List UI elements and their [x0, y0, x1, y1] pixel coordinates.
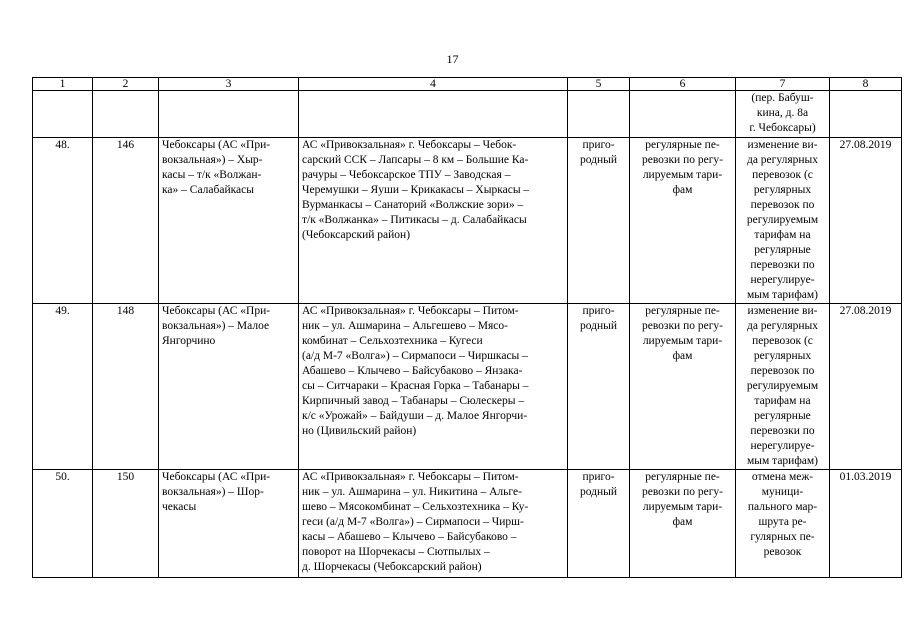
table-row	[33, 138, 902, 304]
cell-type: приго- родный	[568, 138, 630, 304]
cell-empty	[830, 91, 902, 138]
continuation-row	[33, 91, 902, 138]
cell-name: Чебоксары (АС «При- вокзальная») – Малое Янгорчино	[159, 304, 299, 470]
cell-num: 49.	[33, 304, 93, 470]
cell-route: 146	[93, 138, 159, 304]
cell-type: приго- родный	[568, 470, 630, 578]
cell-route: 148	[93, 304, 159, 470]
header-cell: 7	[736, 78, 830, 91]
routes-table	[32, 77, 902, 578]
table-row	[33, 470, 902, 578]
cell-name: Чебоксары (АС «При- вокзальная») – Шор- чекасы	[159, 470, 299, 578]
header-cell: 6	[630, 78, 736, 91]
cell-empty	[33, 91, 93, 138]
cell-path: АС «Привокзальная» г. Чебоксары – Питом- ник – ул. Ашмарина – ул. Никитина – Альге- шево – Мясокомбинат – Сельхозтехника – Ку- геси (а/д М-7 «Волга») – Сирмапоси – Чирш- касы – Абашево – Клычево – Байсубаково – поворот на Шорчекасы – Сютпылых – д. Шорчекасы (Чебоксарский район)	[299, 470, 568, 578]
cell-date: 01.03.2019	[830, 470, 902, 578]
cell-kind: регулярные пе- ревозки по регу- лируемым тари- фам	[630, 304, 736, 470]
header-cell: 1	[33, 78, 93, 91]
cell-empty	[93, 91, 159, 138]
cell-empty	[299, 91, 568, 138]
cell-name: Чебоксары (АС «При- вокзальная») – Хыр- касы – т/к «Волжан- ка» – Салабайкасы	[159, 138, 299, 304]
cell-date: 27.08.2019	[830, 138, 902, 304]
cell-change: изменение ви- да регулярных перевозок (с регулярных перевозок по регулируемым тарифам на регулярные перевозки по нерегулируе- мым тарифам)	[736, 138, 830, 304]
cell-empty	[630, 91, 736, 138]
cell-kind: регулярные пе- ревозки по регу- лируемым тари- фам	[630, 138, 736, 304]
header-cell: 3	[159, 78, 299, 91]
header-cell: 2	[93, 78, 159, 91]
cell-type: приго- родный	[568, 304, 630, 470]
cell-empty	[159, 91, 299, 138]
cell-date: 27.08.2019	[830, 304, 902, 470]
header-cell: 5	[568, 78, 630, 91]
header-row	[33, 78, 902, 91]
cell-num: 50.	[33, 470, 93, 578]
header-cell: 4	[299, 78, 568, 91]
table-row	[33, 304, 902, 470]
cell-kind: регулярные пе- ревозки по регу- лируемым тари- фам	[630, 470, 736, 578]
cell-change: изменение ви- да регулярных перевозок (с регулярных перевозок по регулируемым тарифам на регулярные перевозки по нерегулируе- мым тарифам)	[736, 304, 830, 470]
cell-change: отмена меж- муници- пального мар- шрута ре- гулярных пе- ревозок	[736, 470, 830, 578]
cell-path: АС «Привокзальная» г. Чебоксары – Чебок- сарский ССК – Лапсары – 8 км – Большие Ка- рачуры – Чебоксарское ТПУ – Заводская – Черемушки – Яуши – Крикакасы – Хыркасы – Вурманкасы – Санаторий «Волжские зори» – т/к «Волжанка» – Питикасы – д. Салабайкасы (Чебоксарский район)	[299, 138, 568, 304]
cell-empty	[568, 91, 630, 138]
header-cell: 8	[830, 78, 902, 91]
page-number: 17	[446, 52, 459, 66]
cell-change: (пер. Бабуш- кина, д. 8а г. Чебоксары)	[736, 91, 830, 138]
cell-num: 48.	[33, 138, 93, 304]
cell-route: 150	[93, 470, 159, 578]
cell-path: АС «Привокзальная» г. Чебоксары – Питом- ник – ул. Ашмарина – Альгешево – Мясо- комбинат – Сельхозтехника – Кугеси (а/д М-7 «Волга») – Сирмапоси – Чиршкасы – Абашево – Клычево – Байсубаково – Янзака- сы – Ситчараки – Красная Горка – Табанары – Кирпичный завод – Табанары – Сюлескеры – к/с «Урожай» – Байдуши – д. Малое Янгорчи- но (Цивильский район)	[299, 304, 568, 470]
